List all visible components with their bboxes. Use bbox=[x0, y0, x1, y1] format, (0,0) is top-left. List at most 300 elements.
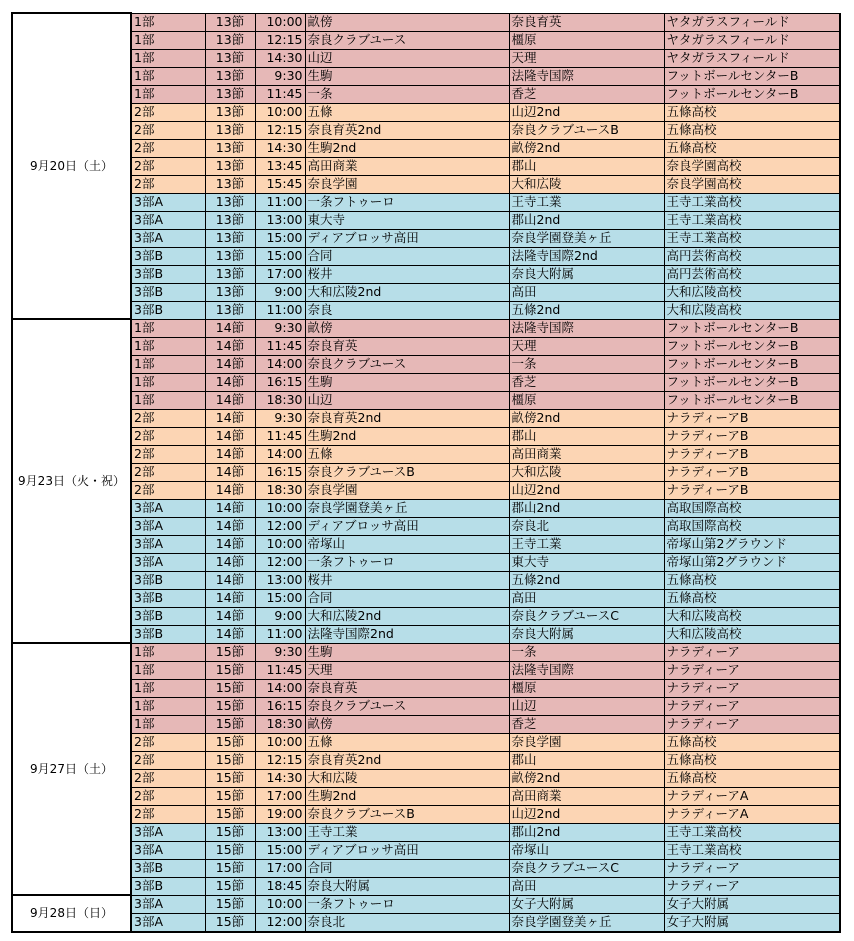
time-cell: 14:00 bbox=[255, 355, 305, 373]
venue-cell: ヤタガラスフィールド bbox=[664, 49, 840, 67]
time-cell: 13:45 bbox=[255, 157, 305, 175]
time-cell: 11:45 bbox=[255, 85, 305, 103]
venue-cell: 帝塚山第2グラウンド bbox=[664, 553, 840, 571]
table-row bbox=[12, 67, 840, 85]
round-cell: 14節 bbox=[205, 319, 255, 337]
venue-cell: ナラディーア bbox=[664, 697, 840, 715]
time-cell: 12:00 bbox=[255, 913, 305, 932]
home-cell: 奈良育英2nd bbox=[305, 751, 509, 769]
division-cell: 2部 bbox=[131, 427, 205, 445]
time-cell: 14:00 bbox=[255, 679, 305, 697]
venue-cell: ナラディーア bbox=[664, 715, 840, 733]
time-cell: 18:30 bbox=[255, 391, 305, 409]
time-cell: 16:15 bbox=[255, 697, 305, 715]
away-cell: 奈良学園登美ヶ丘 bbox=[509, 913, 664, 932]
round-cell: 15節 bbox=[205, 733, 255, 751]
away-cell: 奈良育英 bbox=[509, 13, 664, 31]
away-cell: 奈良北 bbox=[509, 517, 664, 535]
division-cell: 1部 bbox=[131, 319, 205, 337]
away-cell: 畝傍2nd bbox=[509, 409, 664, 427]
round-cell: 15節 bbox=[205, 697, 255, 715]
time-cell: 18:30 bbox=[255, 715, 305, 733]
home-cell: 奈良クラブユース bbox=[305, 355, 509, 373]
home-cell: 高田商業 bbox=[305, 157, 509, 175]
table-row bbox=[12, 31, 840, 49]
round-cell: 14節 bbox=[205, 445, 255, 463]
time-cell: 16:15 bbox=[255, 373, 305, 391]
table-row bbox=[12, 535, 840, 553]
table-row bbox=[12, 49, 840, 67]
division-cell: 2部 bbox=[131, 409, 205, 427]
division-cell: 2部 bbox=[131, 103, 205, 121]
table-row bbox=[12, 355, 840, 373]
table-row bbox=[12, 229, 840, 247]
division-cell: 1部 bbox=[131, 373, 205, 391]
venue-cell: 五條高校 bbox=[664, 769, 840, 787]
away-cell: 奈良学園 bbox=[509, 733, 664, 751]
table-row bbox=[12, 697, 840, 715]
time-cell: 14:30 bbox=[255, 49, 305, 67]
round-cell: 13節 bbox=[205, 103, 255, 121]
round-cell: 13節 bbox=[205, 49, 255, 67]
round-cell: 15節 bbox=[205, 715, 255, 733]
division-cell: 1部 bbox=[131, 337, 205, 355]
division-cell: 3部A bbox=[131, 553, 205, 571]
round-cell: 14節 bbox=[205, 373, 255, 391]
away-cell: 畝傍2nd bbox=[509, 139, 664, 157]
division-cell: 1部 bbox=[131, 31, 205, 49]
table-row bbox=[12, 85, 840, 103]
venue-cell: 奈良学園高校 bbox=[664, 157, 840, 175]
date-cell: 9月20日（土） bbox=[12, 13, 131, 319]
round-cell: 15節 bbox=[205, 877, 255, 895]
round-cell: 13節 bbox=[205, 193, 255, 211]
home-cell: 王寺工業 bbox=[305, 823, 509, 841]
time-cell: 17:00 bbox=[255, 787, 305, 805]
time-cell: 10:00 bbox=[255, 499, 305, 517]
division-cell: 3部A bbox=[131, 499, 205, 517]
away-cell: 橿原 bbox=[509, 679, 664, 697]
division-cell: 2部 bbox=[131, 463, 205, 481]
away-cell: 山辺2nd bbox=[509, 805, 664, 823]
venue-cell: ナラディーア bbox=[664, 679, 840, 697]
away-cell: 高田 bbox=[509, 589, 664, 607]
round-cell: 14節 bbox=[205, 481, 255, 499]
table-row bbox=[12, 121, 840, 139]
table-row bbox=[12, 661, 840, 679]
division-cell: 2部 bbox=[131, 787, 205, 805]
away-cell: 高田商業 bbox=[509, 787, 664, 805]
time-cell: 16:15 bbox=[255, 463, 305, 481]
match-schedule-table bbox=[11, 12, 841, 933]
round-cell: 13節 bbox=[205, 265, 255, 283]
division-cell: 2部 bbox=[131, 769, 205, 787]
home-cell: ディアブロッサ高田 bbox=[305, 841, 509, 859]
round-cell: 14節 bbox=[205, 337, 255, 355]
time-cell: 12:00 bbox=[255, 517, 305, 535]
venue-cell: 王寺工業高校 bbox=[664, 841, 840, 859]
away-cell: 香芝 bbox=[509, 715, 664, 733]
away-cell: 高田 bbox=[509, 877, 664, 895]
table-row bbox=[12, 445, 840, 463]
table-row bbox=[12, 427, 840, 445]
away-cell: 法隆寺国際2nd bbox=[509, 247, 664, 265]
time-cell: 11:45 bbox=[255, 337, 305, 355]
away-cell: 郡山 bbox=[509, 751, 664, 769]
home-cell: 天理 bbox=[305, 661, 509, 679]
table-row bbox=[12, 175, 840, 193]
away-cell: 奈良クラブユースC bbox=[509, 607, 664, 625]
venue-cell: 王寺工業高校 bbox=[664, 229, 840, 247]
time-cell: 14:30 bbox=[255, 139, 305, 157]
table-row bbox=[12, 481, 840, 499]
division-cell: 2部 bbox=[131, 121, 205, 139]
venue-cell: ナラディーア bbox=[664, 661, 840, 679]
time-cell: 12:15 bbox=[255, 751, 305, 769]
division-cell: 3部B bbox=[131, 877, 205, 895]
round-cell: 14節 bbox=[205, 535, 255, 553]
venue-cell: 大和広陵高校 bbox=[664, 283, 840, 301]
division-cell: 3部A bbox=[131, 895, 205, 913]
away-cell: 一条 bbox=[509, 643, 664, 661]
round-cell: 13節 bbox=[205, 175, 255, 193]
venue-cell: フットボールセンターB bbox=[664, 67, 840, 85]
division-cell: 1部 bbox=[131, 391, 205, 409]
time-cell: 10:00 bbox=[255, 733, 305, 751]
time-cell: 11:45 bbox=[255, 661, 305, 679]
venue-cell: ヤタガラスフィールド bbox=[664, 31, 840, 49]
round-cell: 13節 bbox=[205, 157, 255, 175]
table-row bbox=[12, 625, 840, 643]
home-cell: 桜井 bbox=[305, 265, 509, 283]
round-cell: 13節 bbox=[205, 31, 255, 49]
table-row bbox=[12, 679, 840, 697]
round-cell: 15節 bbox=[205, 823, 255, 841]
time-cell: 10:00 bbox=[255, 895, 305, 913]
round-cell: 15節 bbox=[205, 751, 255, 769]
table-row bbox=[12, 553, 840, 571]
round-cell: 13節 bbox=[205, 13, 255, 31]
date-cell: 9月23日（火・祝） bbox=[12, 319, 131, 643]
table-row bbox=[12, 517, 840, 535]
time-cell: 13:00 bbox=[255, 823, 305, 841]
round-cell: 15節 bbox=[205, 679, 255, 697]
home-cell: 奈良クラブユース bbox=[305, 697, 509, 715]
home-cell: 一条フトゥーロ bbox=[305, 193, 509, 211]
time-cell: 10:00 bbox=[255, 103, 305, 121]
home-cell: 奈良大附属 bbox=[305, 877, 509, 895]
division-cell: 1部 bbox=[131, 67, 205, 85]
table-row bbox=[12, 769, 840, 787]
time-cell: 15:00 bbox=[255, 229, 305, 247]
away-cell: 法隆寺国際 bbox=[509, 67, 664, 85]
venue-cell: 高円芸術高校 bbox=[664, 265, 840, 283]
round-cell: 14節 bbox=[205, 607, 255, 625]
table-row bbox=[12, 319, 840, 337]
home-cell: 一条フトゥーロ bbox=[305, 895, 509, 913]
away-cell: 法隆寺国際 bbox=[509, 319, 664, 337]
table-row bbox=[12, 895, 840, 913]
division-cell: 1部 bbox=[131, 715, 205, 733]
venue-cell: フットボールセンターB bbox=[664, 337, 840, 355]
division-cell: 3部B bbox=[131, 589, 205, 607]
home-cell: 大和広陵 bbox=[305, 769, 509, 787]
round-cell: 15節 bbox=[205, 895, 255, 913]
away-cell: 郡山 bbox=[509, 427, 664, 445]
table-row bbox=[12, 283, 840, 301]
table-row bbox=[12, 787, 840, 805]
venue-cell: ナラディーアB bbox=[664, 427, 840, 445]
venue-cell: 高円芸術高校 bbox=[664, 247, 840, 265]
table-row bbox=[12, 337, 840, 355]
home-cell: ディアブロッサ高田 bbox=[305, 229, 509, 247]
home-cell: 大和広陵2nd bbox=[305, 607, 509, 625]
round-cell: 15節 bbox=[205, 913, 255, 932]
venue-cell: 女子大附属 bbox=[664, 913, 840, 932]
venue-cell: ナラディーアB bbox=[664, 409, 840, 427]
division-cell: 3部A bbox=[131, 193, 205, 211]
home-cell: 生駒 bbox=[305, 67, 509, 85]
division-cell: 3部A bbox=[131, 211, 205, 229]
home-cell: 一条フトゥーロ bbox=[305, 553, 509, 571]
away-cell: 帝塚山 bbox=[509, 841, 664, 859]
away-cell: 郡山 bbox=[509, 157, 664, 175]
round-cell: 14節 bbox=[205, 499, 255, 517]
division-cell: 2部 bbox=[131, 139, 205, 157]
home-cell: 山辺 bbox=[305, 391, 509, 409]
home-cell: 畝傍 bbox=[305, 319, 509, 337]
home-cell: 五條 bbox=[305, 445, 509, 463]
away-cell: 王寺工業 bbox=[509, 535, 664, 553]
round-cell: 15節 bbox=[205, 787, 255, 805]
away-cell: 高田商業 bbox=[509, 445, 664, 463]
round-cell: 14節 bbox=[205, 553, 255, 571]
table-row bbox=[12, 823, 840, 841]
round-cell: 13節 bbox=[205, 283, 255, 301]
away-cell: 天理 bbox=[509, 49, 664, 67]
table-row bbox=[12, 391, 840, 409]
venue-cell: 帝塚山第2グラウンド bbox=[664, 535, 840, 553]
round-cell: 15節 bbox=[205, 769, 255, 787]
division-cell: 2部 bbox=[131, 805, 205, 823]
away-cell: 五條2nd bbox=[509, 571, 664, 589]
round-cell: 15節 bbox=[205, 643, 255, 661]
round-cell: 13節 bbox=[205, 121, 255, 139]
division-cell: 1部 bbox=[131, 697, 205, 715]
division-cell: 3部B bbox=[131, 283, 205, 301]
time-cell: 15:45 bbox=[255, 175, 305, 193]
home-cell: 生駒2nd bbox=[305, 787, 509, 805]
table-row bbox=[12, 211, 840, 229]
round-cell: 14節 bbox=[205, 571, 255, 589]
time-cell: 11:00 bbox=[255, 625, 305, 643]
venue-cell: 大和広陵高校 bbox=[664, 625, 840, 643]
home-cell: 合同 bbox=[305, 247, 509, 265]
date-cell: 9月27日（土） bbox=[12, 643, 131, 895]
division-cell: 3部A bbox=[131, 841, 205, 859]
time-cell: 9:30 bbox=[255, 67, 305, 85]
home-cell: 東大寺 bbox=[305, 211, 509, 229]
round-cell: 13節 bbox=[205, 139, 255, 157]
division-cell: 1部 bbox=[131, 355, 205, 373]
time-cell: 11:00 bbox=[255, 301, 305, 319]
time-cell: 15:00 bbox=[255, 841, 305, 859]
round-cell: 15節 bbox=[205, 841, 255, 859]
venue-cell: ナラディーア bbox=[664, 877, 840, 895]
time-cell: 9:00 bbox=[255, 283, 305, 301]
table-row bbox=[12, 247, 840, 265]
division-cell: 2部 bbox=[131, 733, 205, 751]
table-row bbox=[12, 373, 840, 391]
time-cell: 17:00 bbox=[255, 859, 305, 877]
table-row bbox=[12, 265, 840, 283]
away-cell: 東大寺 bbox=[509, 553, 664, 571]
round-cell: 14節 bbox=[205, 463, 255, 481]
venue-cell: 王寺工業高校 bbox=[664, 193, 840, 211]
division-cell: 3部B bbox=[131, 859, 205, 877]
home-cell: 生駒 bbox=[305, 643, 509, 661]
home-cell: 畝傍 bbox=[305, 715, 509, 733]
round-cell: 13節 bbox=[205, 229, 255, 247]
table-row bbox=[12, 571, 840, 589]
home-cell: 合同 bbox=[305, 859, 509, 877]
home-cell: 桜井 bbox=[305, 571, 509, 589]
table-row bbox=[12, 733, 840, 751]
schedule-body bbox=[12, 13, 840, 932]
home-cell: 畝傍 bbox=[305, 13, 509, 31]
venue-cell: ヤタガラスフィールド bbox=[664, 13, 840, 31]
home-cell: 奈良育英2nd bbox=[305, 121, 509, 139]
away-cell: 天理 bbox=[509, 337, 664, 355]
venue-cell: ナラディーア bbox=[664, 859, 840, 877]
venue-cell: 高取国際高校 bbox=[664, 499, 840, 517]
round-cell: 14節 bbox=[205, 355, 255, 373]
table-row bbox=[12, 157, 840, 175]
round-cell: 14節 bbox=[205, 409, 255, 427]
time-cell: 13:00 bbox=[255, 571, 305, 589]
table-row bbox=[12, 463, 840, 481]
round-cell: 13節 bbox=[205, 85, 255, 103]
home-cell: 生駒2nd bbox=[305, 139, 509, 157]
round-cell: 14節 bbox=[205, 427, 255, 445]
away-cell: 奈良学園登美ヶ丘 bbox=[509, 229, 664, 247]
away-cell: 女子大附属 bbox=[509, 895, 664, 913]
round-cell: 13節 bbox=[205, 301, 255, 319]
round-cell: 14節 bbox=[205, 589, 255, 607]
home-cell: 奈良育英 bbox=[305, 337, 509, 355]
home-cell: 奈良クラブユースB bbox=[305, 463, 509, 481]
venue-cell: 大和広陵高校 bbox=[664, 301, 840, 319]
time-cell: 11:45 bbox=[255, 427, 305, 445]
division-cell: 3部B bbox=[131, 571, 205, 589]
venue-cell: 奈良学園高校 bbox=[664, 175, 840, 193]
home-cell: 五條 bbox=[305, 103, 509, 121]
table-row bbox=[12, 805, 840, 823]
venue-cell: フットボールセンターB bbox=[664, 85, 840, 103]
home-cell: 奈良 bbox=[305, 301, 509, 319]
venue-cell: 王寺工業高校 bbox=[664, 211, 840, 229]
venue-cell: フットボールセンターB bbox=[664, 319, 840, 337]
venue-cell: 五條高校 bbox=[664, 139, 840, 157]
division-cell: 2部 bbox=[131, 481, 205, 499]
time-cell: 9:00 bbox=[255, 607, 305, 625]
away-cell: 郡山2nd bbox=[509, 499, 664, 517]
away-cell: 五條2nd bbox=[509, 301, 664, 319]
time-cell: 10:00 bbox=[255, 535, 305, 553]
table-row bbox=[12, 13, 840, 31]
division-cell: 3部B bbox=[131, 301, 205, 319]
division-cell: 3部A bbox=[131, 913, 205, 932]
away-cell: 香芝 bbox=[509, 85, 664, 103]
division-cell: 2部 bbox=[131, 445, 205, 463]
table-row bbox=[12, 877, 840, 895]
division-cell: 1部 bbox=[131, 661, 205, 679]
away-cell: 高田 bbox=[509, 283, 664, 301]
round-cell: 14節 bbox=[205, 517, 255, 535]
round-cell: 13節 bbox=[205, 211, 255, 229]
table-row bbox=[12, 841, 840, 859]
home-cell: 帝塚山 bbox=[305, 535, 509, 553]
division-cell: 3部A bbox=[131, 823, 205, 841]
home-cell: 五條 bbox=[305, 733, 509, 751]
venue-cell: 女子大附属 bbox=[664, 895, 840, 913]
time-cell: 13:00 bbox=[255, 211, 305, 229]
division-cell: 3部A bbox=[131, 535, 205, 553]
home-cell: 奈良育英 bbox=[305, 679, 509, 697]
time-cell: 9:30 bbox=[255, 643, 305, 661]
away-cell: 山辺2nd bbox=[509, 103, 664, 121]
home-cell: 生駒 bbox=[305, 373, 509, 391]
round-cell: 14節 bbox=[205, 391, 255, 409]
home-cell: 奈良学園 bbox=[305, 481, 509, 499]
time-cell: 15:00 bbox=[255, 589, 305, 607]
time-cell: 18:45 bbox=[255, 877, 305, 895]
division-cell: 1部 bbox=[131, 679, 205, 697]
home-cell: 奈良学園 bbox=[305, 175, 509, 193]
home-cell: 生駒2nd bbox=[305, 427, 509, 445]
time-cell: 14:00 bbox=[255, 445, 305, 463]
venue-cell: ナラディーアA bbox=[664, 805, 840, 823]
away-cell: 大和広陵 bbox=[509, 463, 664, 481]
table-row bbox=[12, 607, 840, 625]
away-cell: 奈良クラブユースC bbox=[509, 859, 664, 877]
division-cell: 3部B bbox=[131, 247, 205, 265]
away-cell: 橿原 bbox=[509, 391, 664, 409]
time-cell: 11:00 bbox=[255, 193, 305, 211]
venue-cell: フットボールセンターB bbox=[664, 391, 840, 409]
table-row bbox=[12, 751, 840, 769]
venue-cell: ナラディーアB bbox=[664, 481, 840, 499]
division-cell: 3部B bbox=[131, 625, 205, 643]
time-cell: 12:15 bbox=[255, 31, 305, 49]
division-cell: 1部 bbox=[131, 643, 205, 661]
division-cell: 2部 bbox=[131, 751, 205, 769]
away-cell: 奈良クラブユースB bbox=[509, 121, 664, 139]
division-cell: 1部 bbox=[131, 49, 205, 67]
away-cell: 橿原 bbox=[509, 31, 664, 49]
away-cell: 郡山2nd bbox=[509, 823, 664, 841]
table-row bbox=[12, 499, 840, 517]
venue-cell: 五條高校 bbox=[664, 103, 840, 121]
venue-cell: 五條高校 bbox=[664, 751, 840, 769]
away-cell: 奈良大附属 bbox=[509, 265, 664, 283]
away-cell: 山辺2nd bbox=[509, 481, 664, 499]
time-cell: 9:30 bbox=[255, 319, 305, 337]
venue-cell: ナラディーアA bbox=[664, 787, 840, 805]
venue-cell: 大和広陵高校 bbox=[664, 607, 840, 625]
home-cell: 奈良クラブユースB bbox=[305, 805, 509, 823]
table-row bbox=[12, 715, 840, 733]
